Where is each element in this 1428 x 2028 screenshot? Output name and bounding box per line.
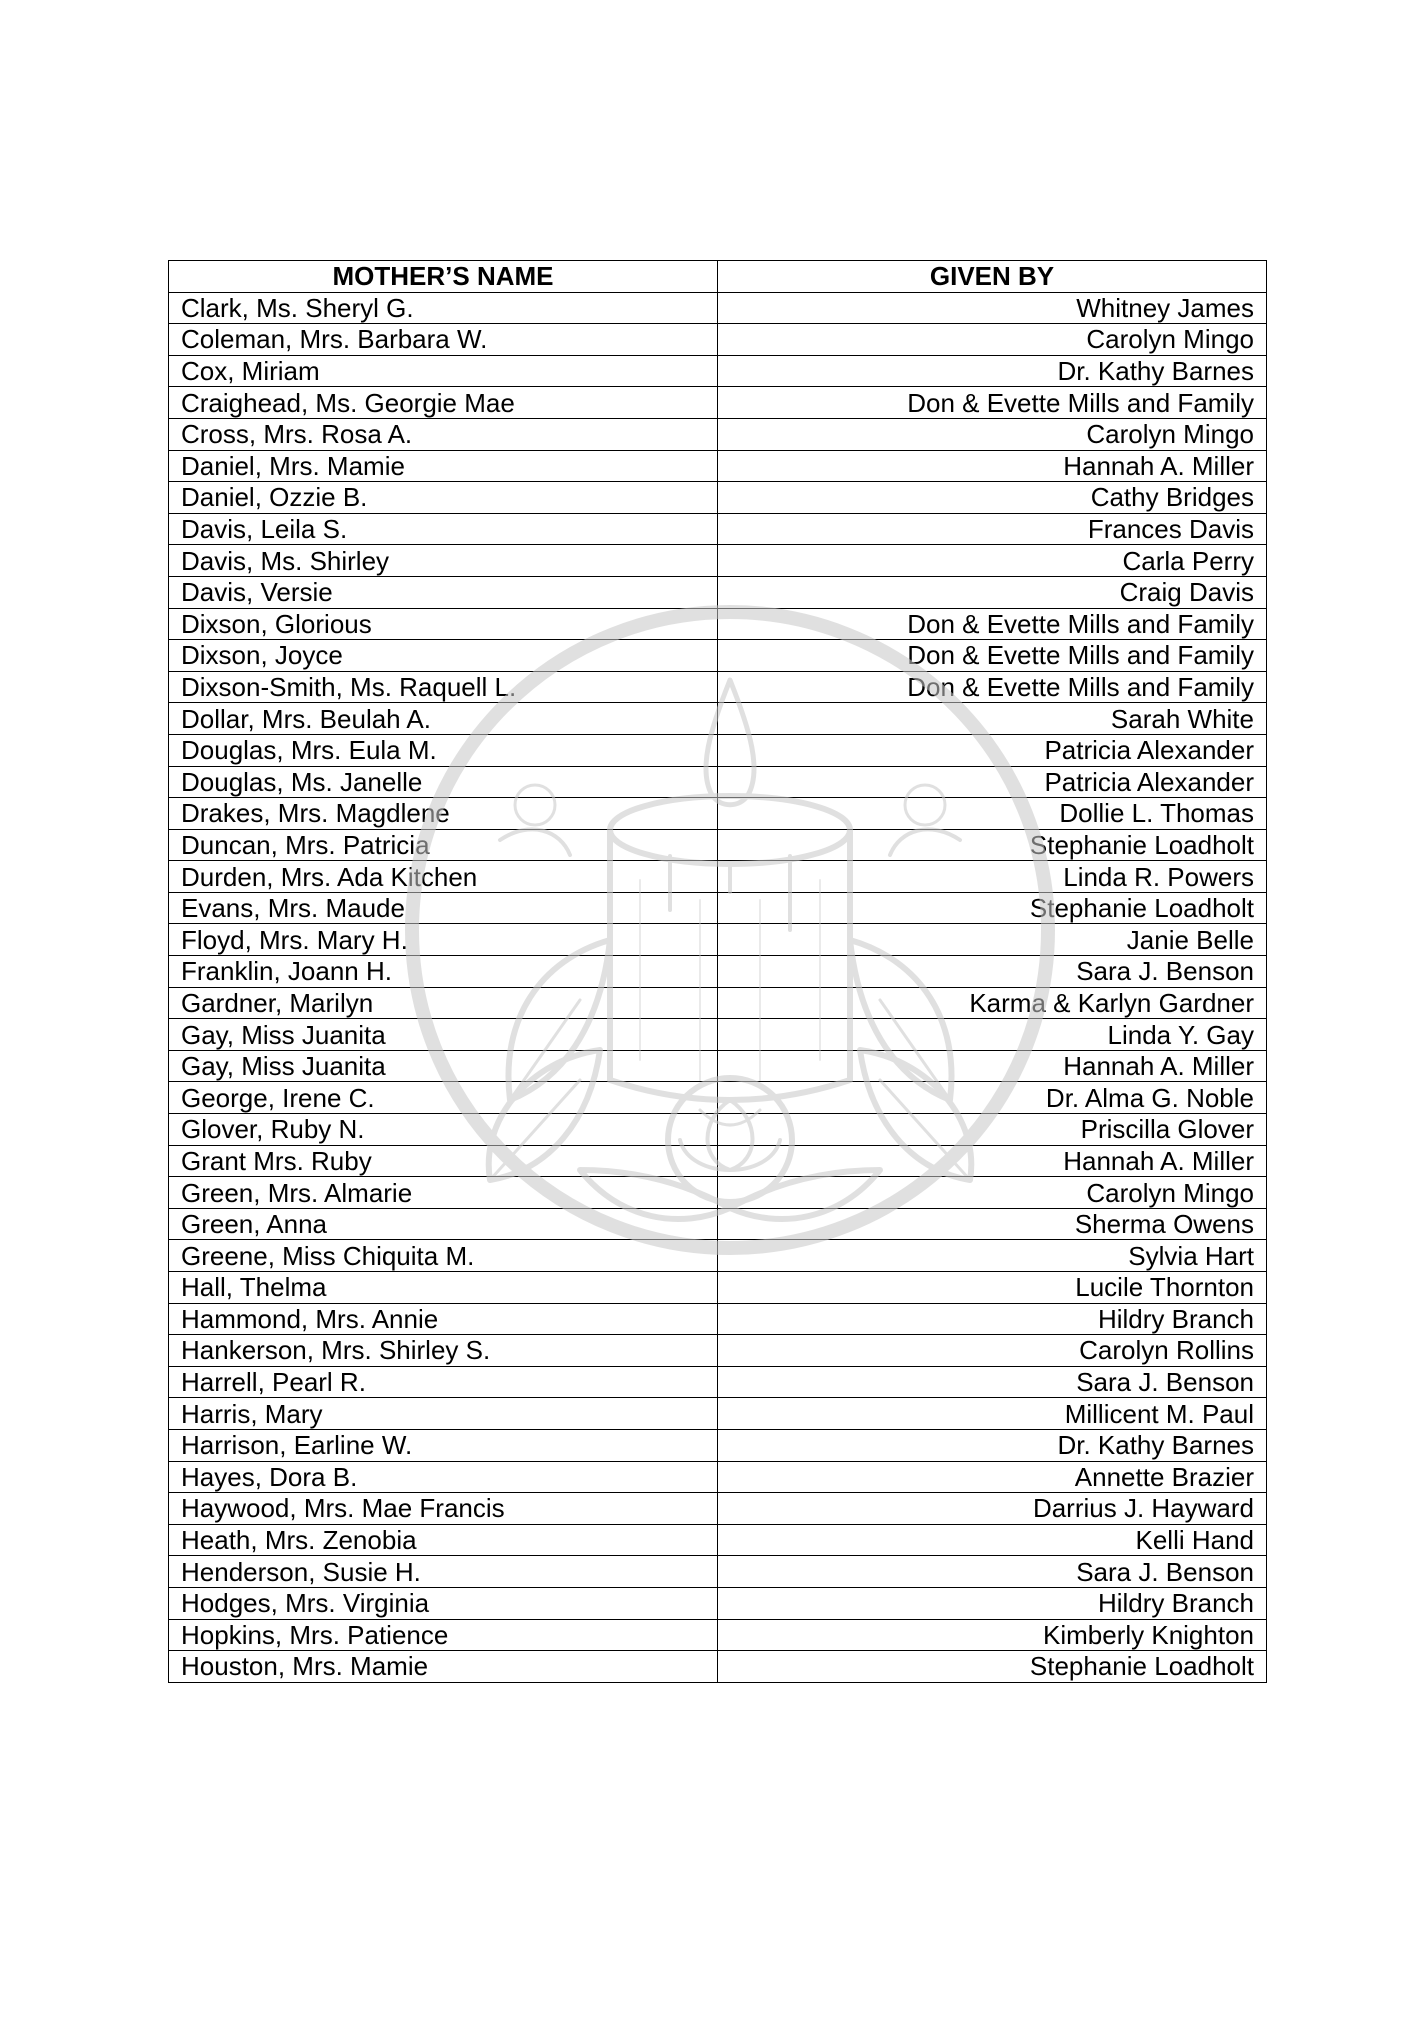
table-row — [169, 766, 1267, 798]
mother-name-cell: Dixson, Joyce — [169, 640, 718, 672]
mother-name-cell: Duncan, Mrs. Patricia — [169, 829, 718, 861]
given-by-cell: Dollie L. Thomas — [718, 798, 1267, 830]
given-by-cell: Lucile Thornton — [718, 1272, 1267, 1304]
table-row — [169, 829, 1267, 861]
given-by-cell: Carla Perry — [718, 545, 1267, 577]
given-by-cell: Don & Evette Mills and Family — [718, 671, 1267, 703]
mother-name-cell: Daniel, Ozzie B. — [169, 482, 718, 514]
mother-name-cell: George, Irene C. — [169, 1082, 718, 1114]
mother-name-cell: Davis, Versie — [169, 576, 718, 608]
table-row — [169, 1461, 1267, 1493]
mother-name-cell: Haywood, Mrs. Mae Francis — [169, 1493, 718, 1525]
given-by-cell: Hildry Branch — [718, 1303, 1267, 1335]
mother-name-cell: Floyd, Mrs. Mary H. — [169, 924, 718, 956]
given-by-cell: Sara J. Benson — [718, 1556, 1267, 1588]
given-by-cell: Dr. Kathy Barnes — [718, 355, 1267, 387]
mother-name-cell: Drakes, Mrs. Magdlene — [169, 798, 718, 830]
table-row — [169, 1524, 1267, 1556]
given-by-cell: Karma & Karlyn Gardner — [718, 987, 1267, 1019]
mother-name-cell: Evans, Mrs. Maude — [169, 892, 718, 924]
mother-name-cell: Dixson, Glorious — [169, 608, 718, 640]
table-row — [169, 1208, 1267, 1240]
mother-name-header: MOTHER’S NAME — [169, 261, 718, 293]
table-row — [169, 924, 1267, 956]
table-row — [169, 1429, 1267, 1461]
given-by-cell: Dr. Kathy Barnes — [718, 1429, 1267, 1461]
table-row — [169, 640, 1267, 672]
given-by-cell: Darrius J. Hayward — [718, 1493, 1267, 1525]
table-row — [169, 703, 1267, 735]
mother-name-cell: Dollar, Mrs. Beulah A. — [169, 703, 718, 735]
mother-name-cell: Hammond, Mrs. Annie — [169, 1303, 718, 1335]
table-row — [169, 1240, 1267, 1272]
table-row — [169, 418, 1267, 450]
mother-name-cell: Daniel, Mrs. Mamie — [169, 450, 718, 482]
given-by-cell: Linda R. Powers — [718, 861, 1267, 893]
table-row — [169, 513, 1267, 545]
given-by-cell: Carolyn Mingo — [718, 1177, 1267, 1209]
given-by-cell: Carolyn Mingo — [718, 418, 1267, 450]
given-by-cell: Cathy Bridges — [718, 482, 1267, 514]
given-by-cell: Sara J. Benson — [718, 1366, 1267, 1398]
table-row — [169, 450, 1267, 482]
mother-name-cell: Hall, Thelma — [169, 1272, 718, 1304]
table-row — [169, 1366, 1267, 1398]
given-by-cell: Sylvia Hart — [718, 1240, 1267, 1272]
table-row — [169, 1303, 1267, 1335]
table-row — [169, 576, 1267, 608]
mother-name-cell: Gay, Miss Juanita — [169, 1050, 718, 1082]
table-header-row — [169, 261, 1267, 293]
given-by-cell: Don & Evette Mills and Family — [718, 387, 1267, 419]
table-row — [169, 387, 1267, 419]
table-row — [169, 1587, 1267, 1619]
table-row — [169, 1398, 1267, 1430]
mother-name-cell: Cox, Miriam — [169, 355, 718, 387]
given-by-cell: Hildry Branch — [718, 1587, 1267, 1619]
table-row — [169, 1493, 1267, 1525]
table-row — [169, 1050, 1267, 1082]
given-by-cell: Priscilla Glover — [718, 1114, 1267, 1146]
given-by-cell: Linda Y. Gay — [718, 1019, 1267, 1051]
given-by-cell: Kimberly Knighton — [718, 1619, 1267, 1651]
table-row — [169, 1335, 1267, 1367]
mother-name-cell: Hodges, Mrs. Virginia — [169, 1587, 718, 1619]
mother-name-cell: Clark, Ms. Sheryl G. — [169, 292, 718, 324]
given-by-header: GIVEN BY — [718, 261, 1267, 293]
mother-name-cell: Harrell, Pearl R. — [169, 1366, 718, 1398]
mother-name-cell: Gardner, Marilyn — [169, 987, 718, 1019]
given-by-cell: Don & Evette Mills and Family — [718, 608, 1267, 640]
table-row — [169, 892, 1267, 924]
given-by-cell: Craig Davis — [718, 576, 1267, 608]
given-by-cell: Dr. Alma G. Noble — [718, 1082, 1267, 1114]
mother-name-cell: Dixson-Smith, Ms. Raquell L. — [169, 671, 718, 703]
given-by-cell: Sara J. Benson — [718, 956, 1267, 988]
table-row — [169, 1114, 1267, 1146]
mother-name-cell: Hayes, Dora B. — [169, 1461, 718, 1493]
mother-name-cell: Douglas, Mrs. Eula M. — [169, 734, 718, 766]
mother-name-cell: Houston, Mrs. Mamie — [169, 1651, 718, 1683]
mother-name-cell: Green, Mrs. Almarie — [169, 1177, 718, 1209]
mother-name-cell: Green, Anna — [169, 1208, 718, 1240]
table-row — [169, 987, 1267, 1019]
given-by-cell: Stephanie Loadholt — [718, 829, 1267, 861]
given-by-cell: Don & Evette Mills and Family — [718, 640, 1267, 672]
table-row — [169, 545, 1267, 577]
given-by-cell: Janie Belle — [718, 924, 1267, 956]
given-by-cell: Patricia Alexander — [718, 734, 1267, 766]
memorial-table — [168, 260, 1267, 1683]
given-by-cell: Sarah White — [718, 703, 1267, 735]
mother-name-cell: Craighead, Ms. Georgie Mae — [169, 387, 718, 419]
mother-name-cell: Harris, Mary — [169, 1398, 718, 1430]
mother-name-cell: Cross, Mrs. Rosa A. — [169, 418, 718, 450]
given-by-cell: Stephanie Loadholt — [718, 892, 1267, 924]
mother-name-cell: Franklin, Joann H. — [169, 956, 718, 988]
mother-name-cell: Hopkins, Mrs. Patience — [169, 1619, 718, 1651]
given-by-cell: Frances Davis — [718, 513, 1267, 545]
mother-name-cell: Davis, Leila S. — [169, 513, 718, 545]
table-row — [169, 1651, 1267, 1683]
table-row — [169, 671, 1267, 703]
mother-name-cell: Greene, Miss Chiquita M. — [169, 1240, 718, 1272]
mother-name-cell: Davis, Ms. Shirley — [169, 545, 718, 577]
table-row — [169, 798, 1267, 830]
table-row — [169, 1272, 1267, 1304]
given-by-cell: Kelli Hand — [718, 1524, 1267, 1556]
given-by-cell: Stephanie Loadholt — [718, 1651, 1267, 1683]
given-by-cell: Millicent M. Paul — [718, 1398, 1267, 1430]
mother-name-cell: Grant Mrs. Ruby — [169, 1145, 718, 1177]
mother-name-cell: Glover, Ruby N. — [169, 1114, 718, 1146]
given-by-cell: Sherma Owens — [718, 1208, 1267, 1240]
table-row — [169, 1019, 1267, 1051]
table-row — [169, 1619, 1267, 1651]
table-row — [169, 734, 1267, 766]
table-body — [169, 292, 1267, 1682]
table-row — [169, 355, 1267, 387]
table-row — [169, 1177, 1267, 1209]
table-row — [169, 292, 1267, 324]
table-row — [169, 324, 1267, 356]
given-by-cell: Carolyn Rollins — [718, 1335, 1267, 1367]
given-by-cell: Hannah A. Miller — [718, 450, 1267, 482]
mother-name-cell: Henderson, Susie H. — [169, 1556, 718, 1588]
given-by-cell: Patricia Alexander — [718, 766, 1267, 798]
mother-name-cell: Coleman, Mrs. Barbara W. — [169, 324, 718, 356]
given-by-cell: Carolyn Mingo — [718, 324, 1267, 356]
table-row — [169, 1556, 1267, 1588]
given-by-cell: Hannah A. Miller — [718, 1050, 1267, 1082]
mother-name-cell: Harrison, Earline W. — [169, 1429, 718, 1461]
given-by-cell: Whitney James — [718, 292, 1267, 324]
mother-name-cell: Durden, Mrs. Ada Kitchen — [169, 861, 718, 893]
table-row — [169, 1145, 1267, 1177]
mother-name-cell: Douglas, Ms. Janelle — [169, 766, 718, 798]
table-row — [169, 861, 1267, 893]
given-by-cell: Hannah A. Miller — [718, 1145, 1267, 1177]
given-by-cell: Annette Brazier — [718, 1461, 1267, 1493]
mother-name-cell: Gay, Miss Juanita — [169, 1019, 718, 1051]
table-row — [169, 1082, 1267, 1114]
table-row — [169, 956, 1267, 988]
mother-name-cell: Hankerson, Mrs. Shirley S. — [169, 1335, 718, 1367]
mother-name-cell: Heath, Mrs. Zenobia — [169, 1524, 718, 1556]
table-row — [169, 608, 1267, 640]
table-row — [169, 482, 1267, 514]
